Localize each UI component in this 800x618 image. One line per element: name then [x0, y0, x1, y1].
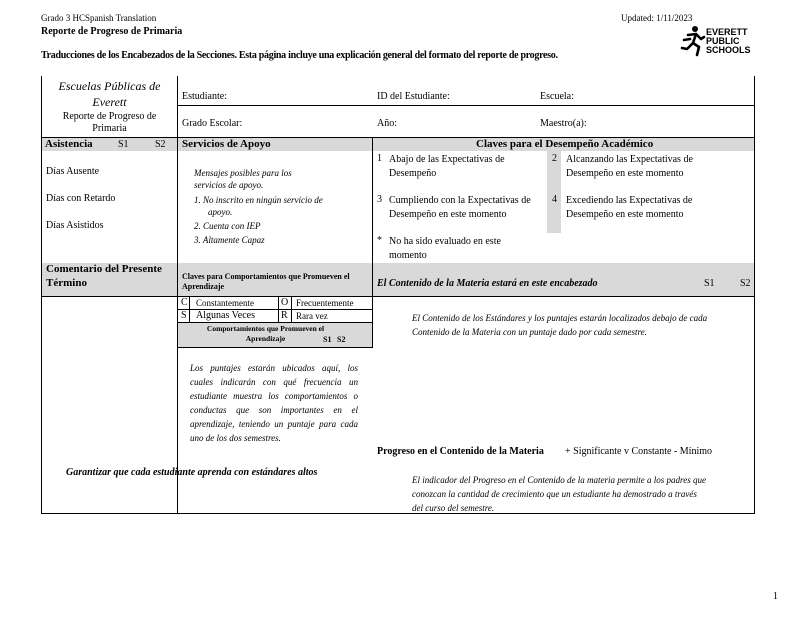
behavior-s-label: Algunas Veces — [196, 310, 255, 321]
behavior-c-label: Constantemente — [196, 298, 254, 308]
behavior-c-code: C — [181, 297, 188, 308]
behavior-sub-bottom — [178, 347, 372, 348]
behavior-sub-s1: S1 — [323, 335, 332, 344]
support-intro: Mensajes posibles para los servicios de apoyo. — [194, 168, 292, 190]
behavior-col-divider-3 — [291, 297, 292, 322]
year-field: Año: — [377, 118, 397, 129]
key-2-label: Alcanzando las Expectativas de Desempeño en este momento — [566, 154, 693, 179]
content-note: El Contenido de los Estándares y los puntajes estarán localizados debajo de cada Contenido de la Materia con un puntaje dado por cada semestre. — [412, 313, 708, 337]
band-2-bottom — [41, 296, 755, 297]
content-title: El Contenido de la Materia estará en este encabezado — [377, 278, 598, 289]
behavior-r-code: R — [281, 310, 288, 321]
behavior-o-code: O — [281, 297, 289, 308]
key-3-number: 3 — [377, 194, 382, 205]
page-number: 1 — [773, 591, 778, 602]
behavior-s-code: S — [181, 310, 187, 321]
support-item-2: 2. Cuenta con IEP — [194, 221, 261, 231]
key-1-number: 1 — [377, 153, 382, 164]
performance-keys-title: Claves para el Desempeño Académico — [476, 138, 654, 150]
runner-logo-icon — [680, 25, 706, 57]
content-s2: S2 — [740, 278, 751, 289]
school-name-line-1: Escuelas Públicas de — [58, 79, 161, 93]
comments-title-line-2: Término — [46, 277, 87, 289]
key-4-label: Excediendo las Expectativas de Desempeño en este momento — [566, 195, 693, 220]
student-id-field: ID del Estudiante: — [377, 91, 450, 102]
updated-date: Updated: 1/11/2023 — [621, 13, 693, 23]
student-field: Estudiante: — [182, 91, 227, 102]
behavior-col-divider-1 — [189, 297, 190, 322]
school-report-line-1: Reporte de Progreso de — [62, 111, 157, 122]
support-item-1: 1. No inscrito en ningún servicio de apoyo. — [194, 195, 323, 217]
support-title: Servicios de Apoyo — [182, 138, 271, 150]
logo-line-3: SCHOOLS — [706, 45, 751, 55]
attendance-title: Asistencia — [45, 138, 93, 150]
school-field: Escuela: — [540, 91, 574, 102]
attendance-s2: S2 — [155, 139, 166, 150]
support-item-3: 3. Altamente Capaz — [194, 235, 265, 245]
behavior-col-divider-2 — [278, 297, 279, 322]
behavior-r-label: Rara vez — [296, 311, 328, 321]
column-divider-1 — [177, 76, 178, 513]
key-3-label: Cumpliendo con la Expectativas de Desempeño en este momento — [389, 195, 531, 220]
behavior-scores-note: Los puntajes estarán ubicados aquí, los cuales indicarán con qué frecuencia un estudiante muestra los comportamientos o conductas que son importantes en el aprendizaje, teniendo un puntaje para cada uno de los dos semestres. — [190, 363, 358, 443]
behavior-o-label: Frecuentemente — [296, 298, 354, 308]
progress-note: El indicador del Progreso en el Contenido de la materia permite a los padres que conozcan la cantidad de crecimiento que un estudiante ha demostrado a través del curso del semestre. — [412, 475, 706, 513]
info-row-divider — [178, 105, 754, 106]
grade-line: Grado 3 HCSpanish Translation — [41, 13, 157, 23]
progress-title: Progreso en el Contenido de la Materia — [377, 446, 544, 457]
behavior-sub-title: Comportamientos que Promueven el Aprendizaje — [206, 324, 325, 343]
key-star: * — [377, 235, 382, 246]
school-name-line-2: Everett — [92, 95, 127, 109]
motto: Garantizar que cada estudiante aprenda con estándares altos — [66, 467, 318, 478]
comments-title-line-1: Comentario del Presente — [46, 263, 162, 275]
key-1-label: Abajo de las Expectativas de Desempeño — [389, 154, 505, 179]
report-title: Reporte de Progreso de Primaria — [41, 26, 183, 37]
logo-line-2: PUBLIC — [706, 36, 740, 46]
grade-field: Grado Escolar: — [182, 118, 243, 129]
teacher-field: Maestro(a): — [540, 118, 587, 129]
behavior-keys-title: Claves para Comportamientos que Promueven el Aprendizaje — [182, 272, 350, 291]
content-s1: S1 — [704, 278, 715, 289]
school-report-line-2: Primaria — [92, 123, 127, 134]
key-4-number: 4 — [552, 194, 557, 205]
district-logo — [680, 25, 760, 59]
column-divider-2 — [372, 138, 373, 348]
intro-text: Traducciones de los Encabezados de la Secciones. Esta página incluye una explicación general del formato del reporte de progreso. — [41, 50, 558, 61]
key-2-number: 2 — [552, 153, 557, 164]
days-tardy: Días con Retardo — [46, 193, 116, 204]
days-absent: Días Ausente — [46, 166, 100, 177]
key-star-label: No ha sido evaluado en este momento — [389, 236, 501, 261]
logo-line-1: EVERETT — [706, 27, 748, 37]
table-border-left — [41, 76, 42, 513]
days-attended: Días Asistidos — [46, 220, 104, 231]
behavior-sub-s2: S2 — [337, 335, 346, 344]
progress-keys: + Significante v Constante - Mínimo — [565, 446, 713, 457]
attendance-s1: S1 — [118, 139, 129, 150]
table-border-right — [754, 76, 755, 513]
